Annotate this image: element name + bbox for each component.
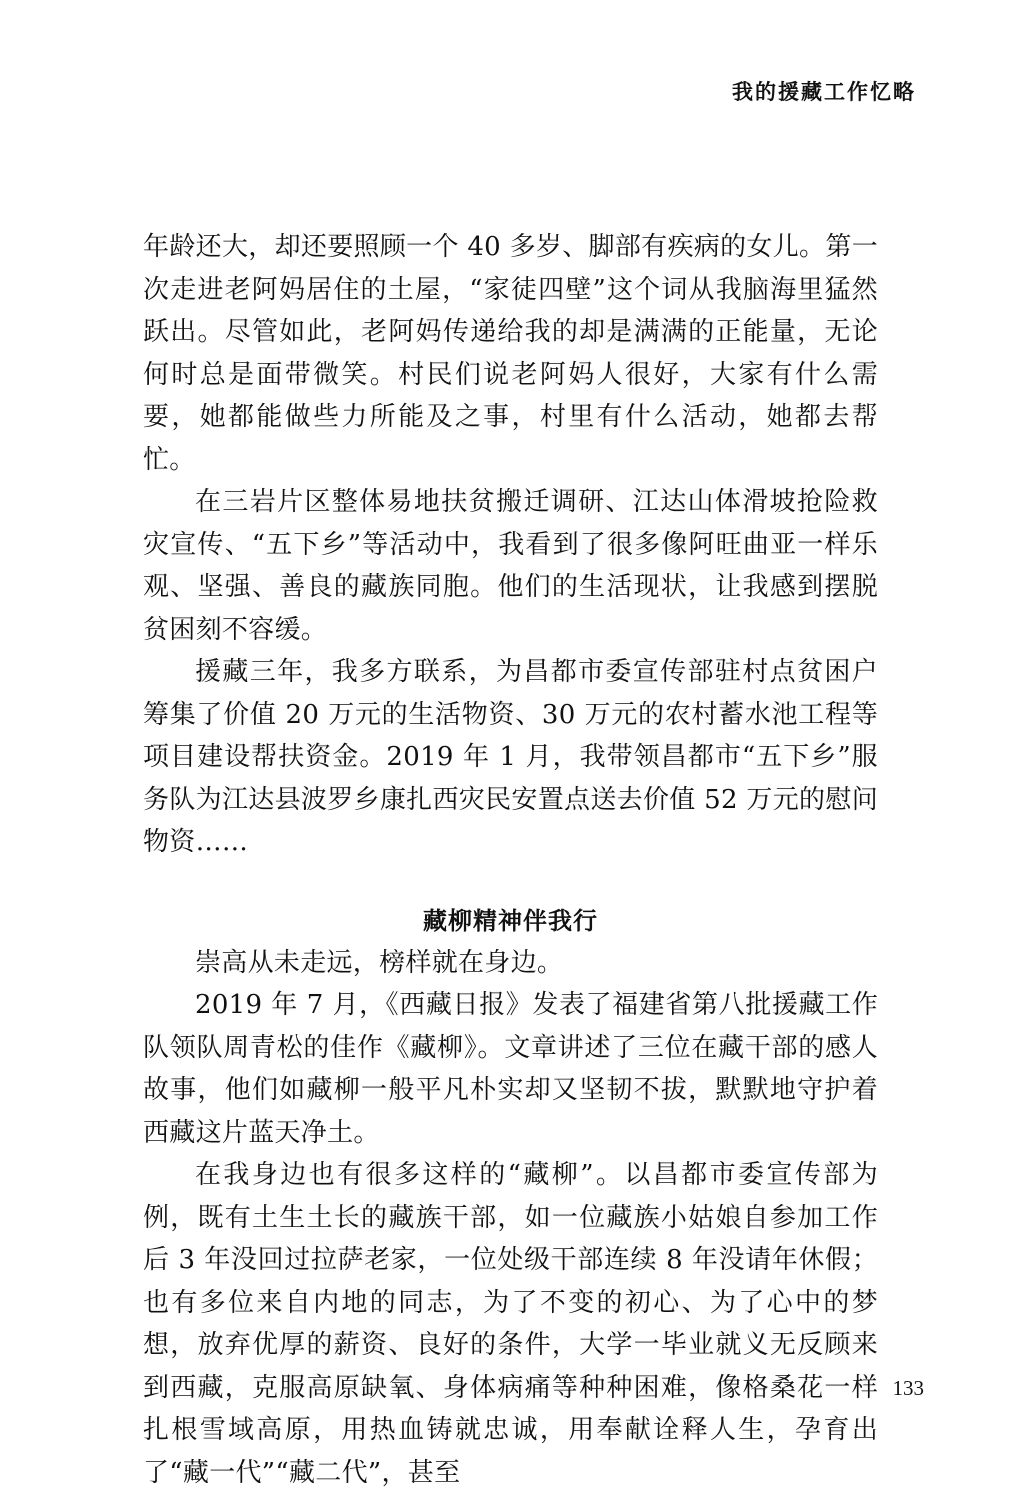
paragraph: 2019 年 7 月，《西藏日报》发表了福建省第八批援藏工作队领队周青松的佳作《藏柳》。文章讲述了三位在藏干部的感人故事，他们如藏柳一般平凡朴实却又坚韧不拔，默默地守护着西藏这片蓝天净土。 <box>143 990 878 1148</box>
paragraph: 在我身边也有很多这样的“藏柳”。以昌都市委宣传部为例，既有土生土长的藏族干部，如一位藏族小姑娘自参加工作后 3 年没回过拉萨老家，一位处级干部连续 8 年没请年休假；也有多位来自内地的同志，为了不变的初心、为了心中的梦想，放弃优厚的薪资、良好的条件，大学一毕业就义无反顾来到西藏，克服高原缺氧、身体病痛等种种困难，像格桑花一样扎根雪域高原，用热血铸就忠诚，用奉献诠释人生，孕育出了“藏一代”“藏二代”，甚至 <box>143 1160 878 1488</box>
paragraph: 援藏三年，我多方联系，为昌都市委宣传部驻村点贫困户筹集了价值 20 万元的生活物资、30 万元的农村蓄水池工程等项目建设帮扶资金。2019 年 1 月，我带领昌都市“五下乡”服务队为江达县波罗乡康扎西灾民安置点送去价值 52 万元的慰问物资…… <box>143 657 878 857</box>
paragraph-continued: 年龄还大，却还要照顾一个 40 多岁、脚部有疾病的女儿。第一次走进老阿妈居住的土屋，“家徒四壁”这个词从我脑海里猛然跃出。尽管如此，老阿妈传递给我的却是满满的正能量，无论何时总是面带微笑。村民们说老阿妈人很好，大家有什么需要，她都能做些力所能及之事，村里有什么活动，她都去帮忙。 <box>143 232 878 475</box>
body-text <box>143 226 878 1494</box>
running-header: 我的援藏工作忆略 <box>732 79 916 104</box>
paragraph: 崇高从未走远，榜样就在身边。 <box>195 947 564 978</box>
section-heading: 藏柳精神伴我行 <box>423 905 598 935</box>
paragraph: 在三岩片区整体易地扶贫搬迁调研、江达山体滑坡抢险救灾宣传、“五下乡”等活动中，我看到了很多像阿旺曲亚一样乐观、坚强、善良的藏族同胞。他们的生活现状，让我感到摆脱贫困刻不容缓。 <box>143 487 878 645</box>
page-number: 133 <box>892 1376 924 1400</box>
